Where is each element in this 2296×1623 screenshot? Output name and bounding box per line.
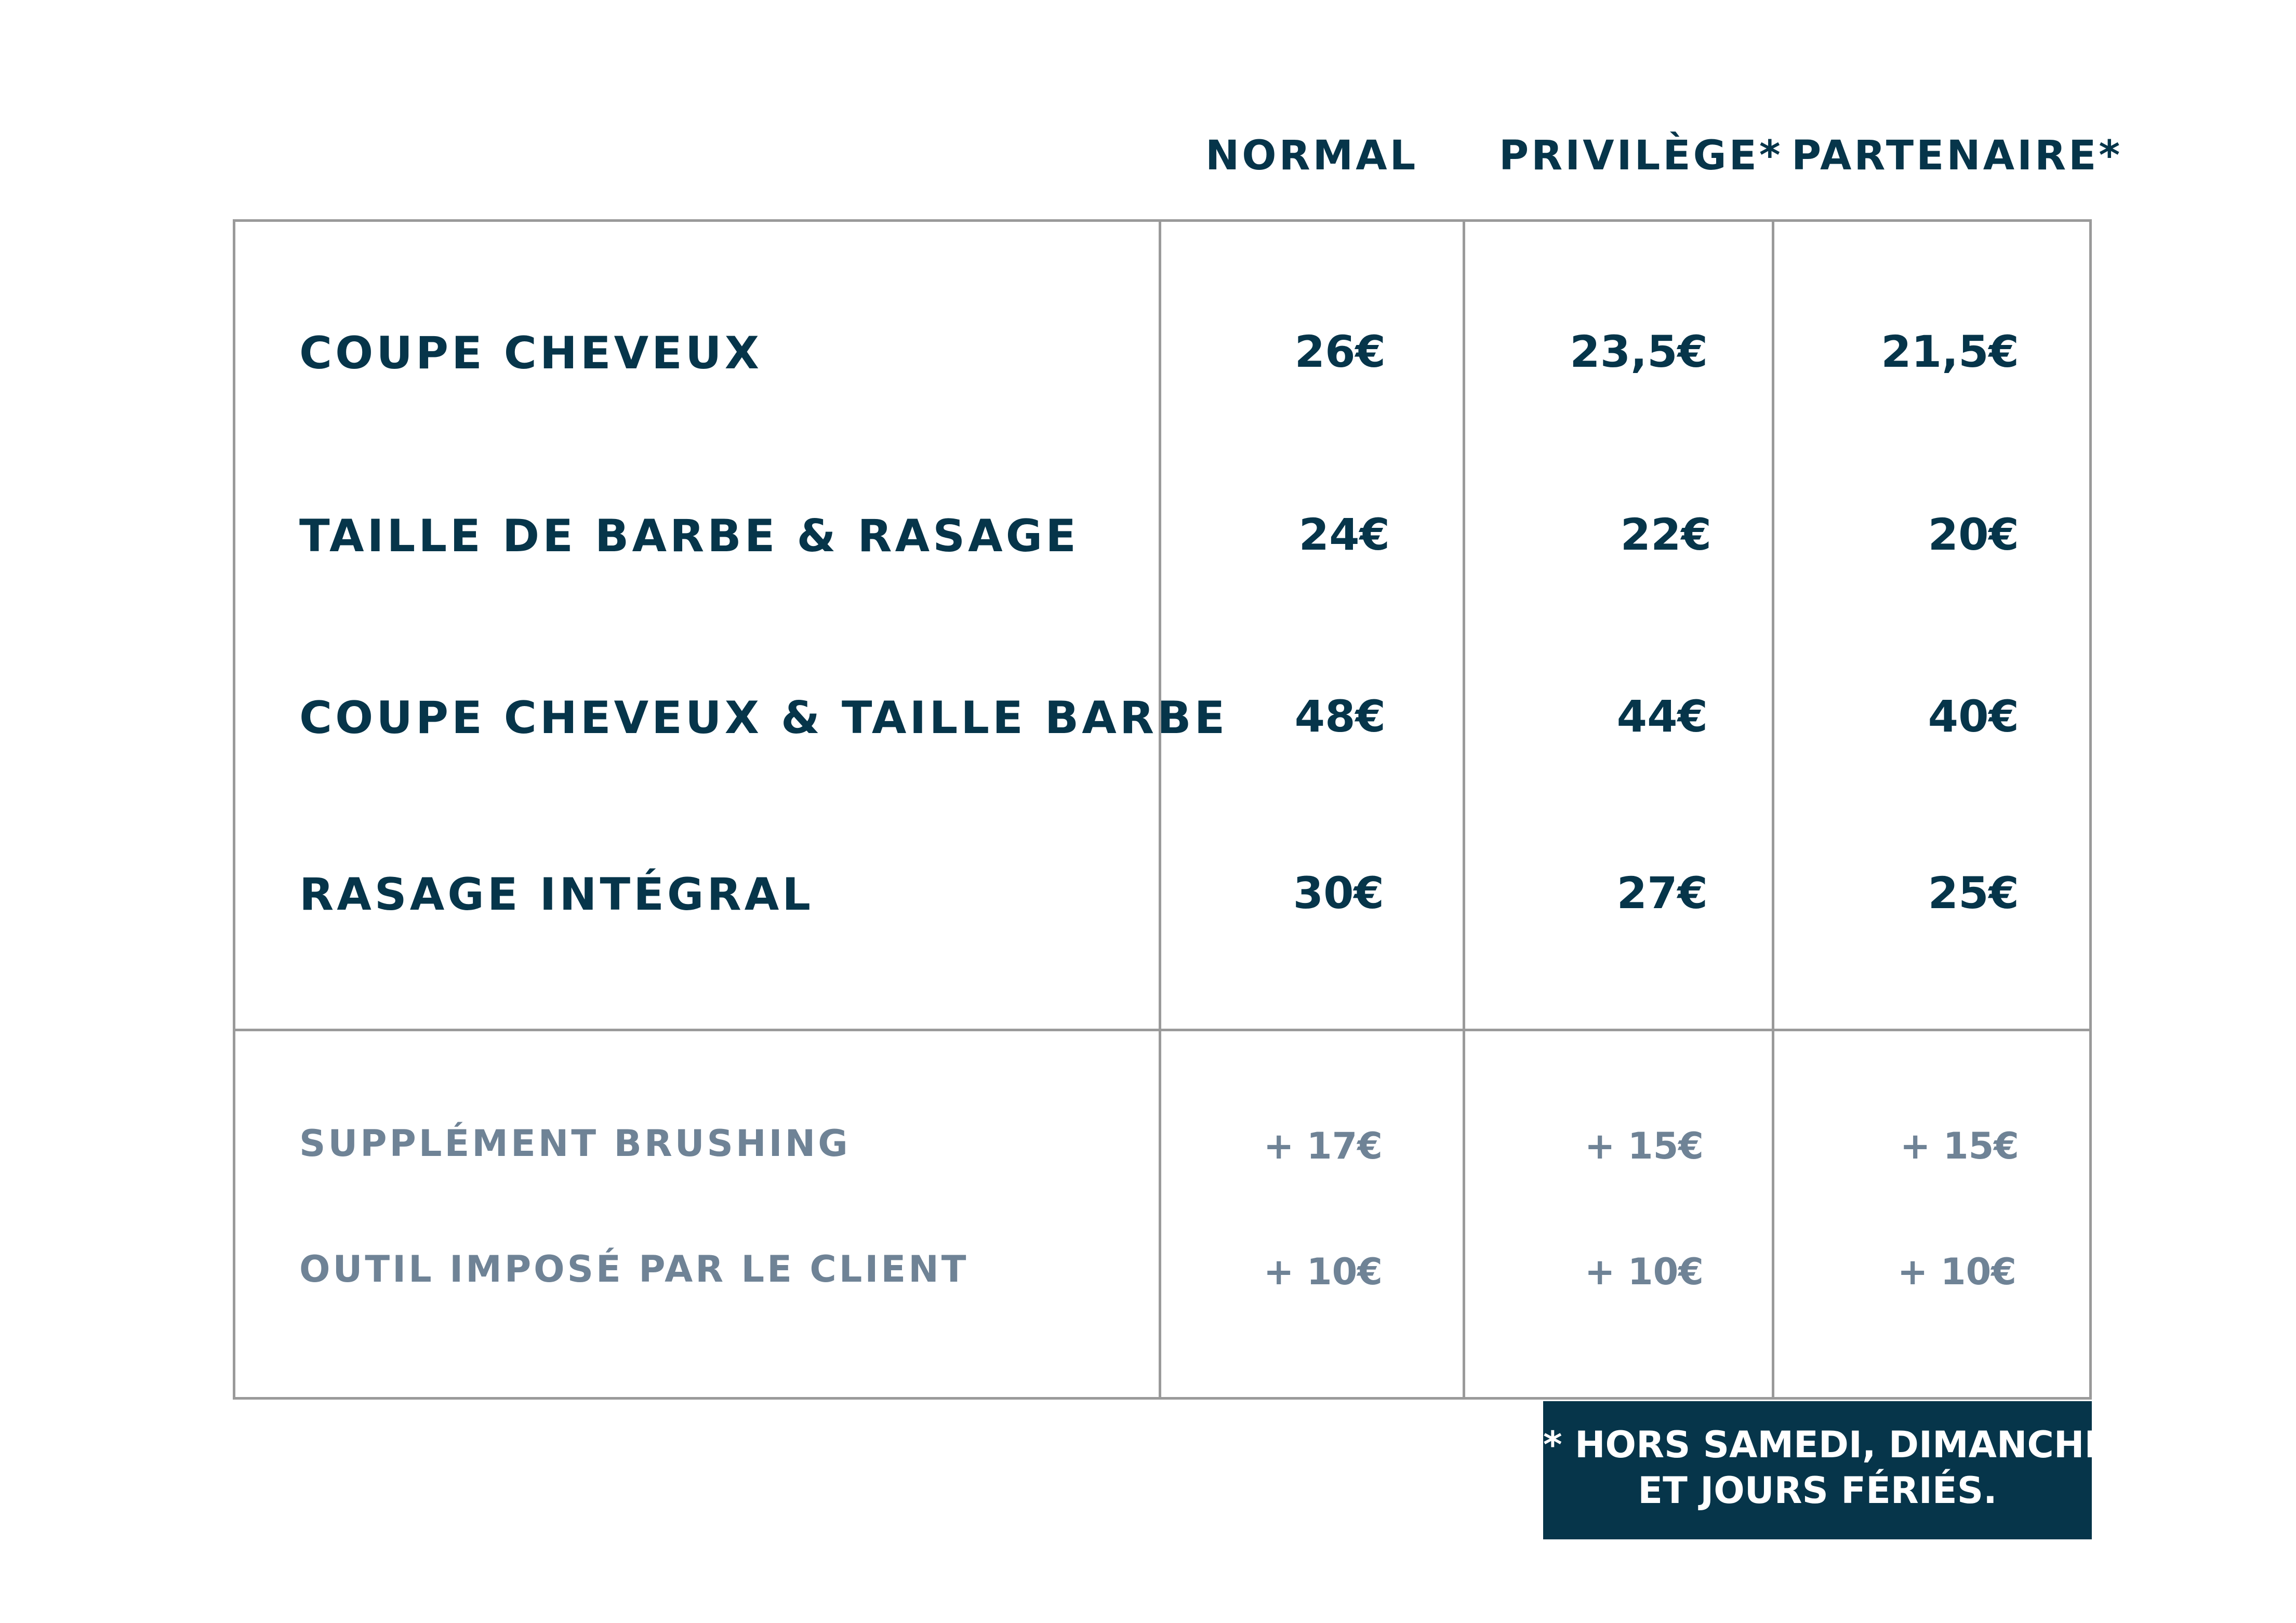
column-header-privilege: PRIVILÈGE* xyxy=(1499,132,1783,179)
extra-price-normal: + 17€ xyxy=(1263,1125,1383,1167)
service-label: COUPE CHEVEUX xyxy=(299,327,763,379)
footnote-box xyxy=(1543,1401,2109,1539)
extra-price-normal: + 10€ xyxy=(1263,1250,1383,1293)
extra-price-privilege: + 15€ xyxy=(1584,1125,1704,1167)
column-divider xyxy=(1159,219,1161,1400)
price-privilege: 27€ xyxy=(1616,868,1708,919)
extra-label: OUTIL IMPOSÉ PAR LE CLIENT xyxy=(299,1248,969,1291)
section-divider xyxy=(233,1029,2092,1031)
price-table xyxy=(233,219,2092,1400)
column-divider xyxy=(1772,219,1774,1400)
price-normal: 26€ xyxy=(1294,326,1386,377)
price-normal: 30€ xyxy=(1293,868,1384,919)
price-partenaire: 40€ xyxy=(1928,691,2019,742)
service-label: RASAGE INTÉGRAL xyxy=(299,869,814,921)
price-partenaire: 20€ xyxy=(1928,509,2019,560)
extra-price-partenaire: + 10€ xyxy=(1897,1250,2016,1293)
footnote-line-1: * HORS SAMEDI, DIMANCHE xyxy=(1543,1424,2109,1466)
price-normal: 48€ xyxy=(1294,691,1386,742)
price-privilege: 22€ xyxy=(1620,509,1711,560)
extra-price-partenaire: + 15€ xyxy=(1900,1125,2019,1167)
service-label: TAILLE DE BARBE & RASAGE xyxy=(299,510,1080,562)
column-header-normal: NORMAL xyxy=(1205,132,1418,179)
price-partenaire: 25€ xyxy=(1928,868,2019,919)
extra-price-privilege: + 10€ xyxy=(1584,1250,1704,1293)
price-partenaire: 21,5€ xyxy=(1881,326,2019,377)
price-privilege: 23,5€ xyxy=(1570,326,1708,377)
column-divider xyxy=(1463,219,1465,1400)
price-normal: 24€ xyxy=(1298,509,1390,560)
footnote-line-2: ET JOURS FÉRIÉS. xyxy=(1638,1469,1997,1512)
service-label: COUPE CHEVEUX & TAILLE BARBE xyxy=(299,692,1228,744)
price-privilege: 44€ xyxy=(1616,691,1708,742)
column-header-partenaire: PARTENAIRE* xyxy=(1791,132,2123,179)
extra-label: SUPPLÉMENT BRUSHING xyxy=(299,1122,851,1165)
